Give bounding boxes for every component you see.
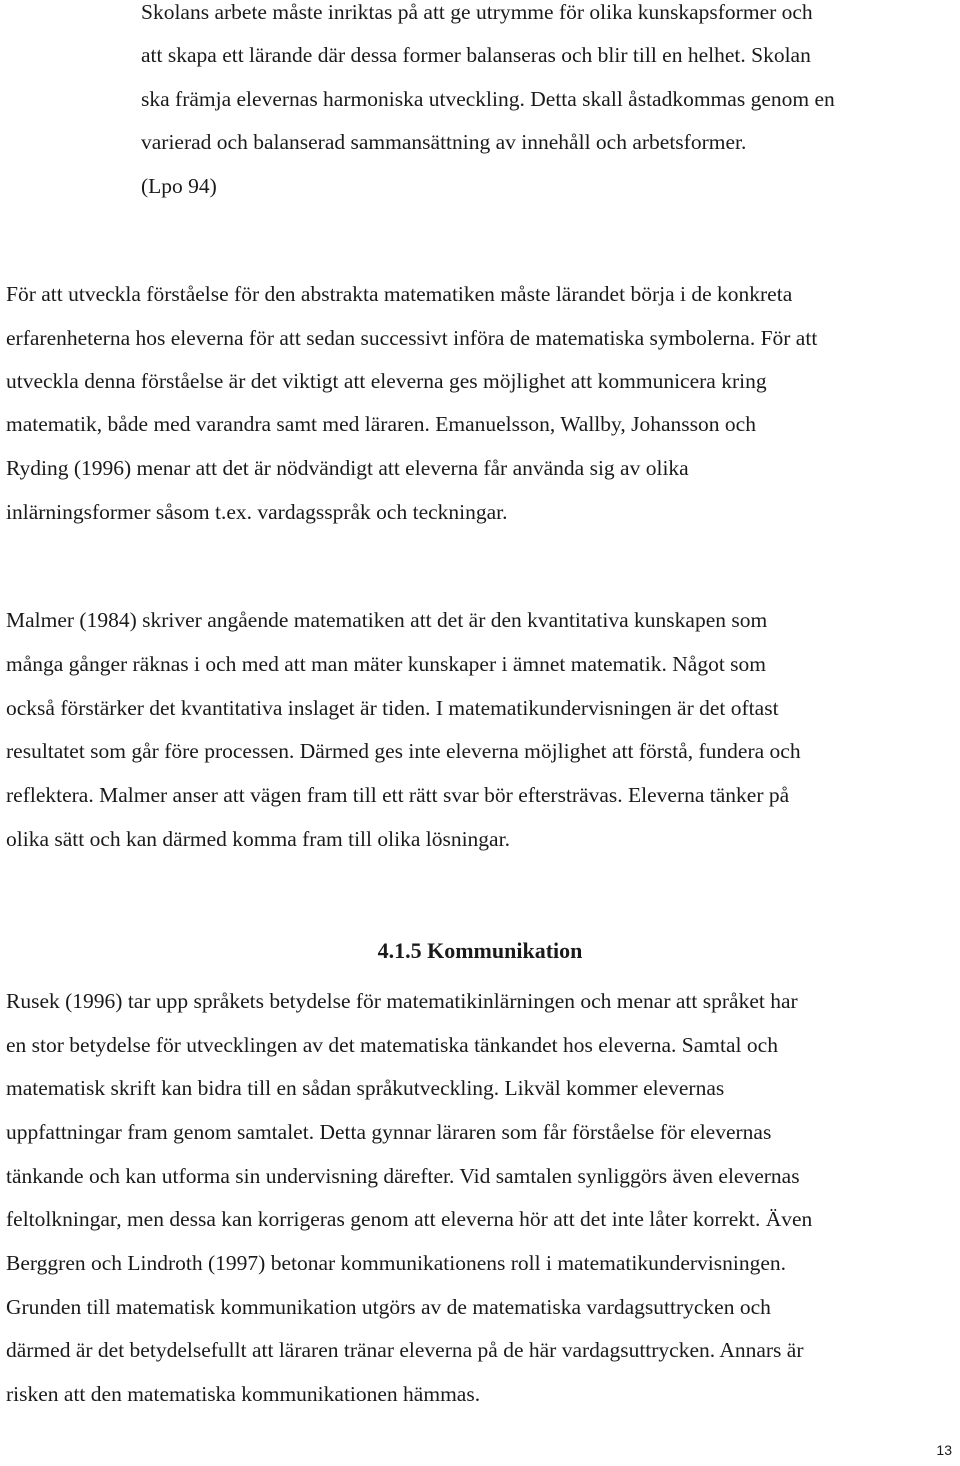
text-line: en stor betydelse för utvecklingen av det matematiska tänkandet hos eleverna. Samtal och <box>6 1033 778 1057</box>
quote-line: ska främja elevernas harmoniska utveckling. Detta skall åstadkommas genom en <box>141 87 835 111</box>
text-line: feltolkningar, men dessa kan korrigeras genom att eleverna hör att det inte låter korrekt. Även <box>6 1207 813 1231</box>
text-line: För att utveckla förståelse för den abstrakta matematiken måste lärandet börja i de konkreta <box>6 282 793 306</box>
text-line: Grunden till matematisk kommunikation utgörs av de matematiska vardagsuttrycken och <box>6 1295 771 1319</box>
text-line: risken att den matematiska kommunikationen hämmas. <box>6 1382 481 1406</box>
text-line: Ryding (1996) menar att det är nödvändigt att eleverna får använda sig av olika <box>6 456 689 480</box>
text-line: matematisk skrift kan bidra till en sådan språkutveckling. Likväl kommer elevernas <box>6 1076 725 1100</box>
page-number: 13 <box>936 1442 952 1458</box>
quote-line: att skapa ett lärande där dessa former balanseras och blir till en helhet. Skolan <box>141 43 811 67</box>
text-line: uppfattningar fram genom samtalet. Detta gynnar läraren som får förståelse för elevernas <box>6 1120 772 1144</box>
text-line: därmed är det betydelsefullt att läraren tränar eleverna på de här vardagsuttrycken. Annars är <box>6 1338 804 1362</box>
text-line: Rusek (1996) tar upp språkets betydelse för matematikinlärningen och menar att språket har <box>6 989 798 1013</box>
text-line: resultatet som går före processen. Därmed ges inte eleverna möjlighet att förstå, fundera och <box>6 739 801 763</box>
text-line: Berggren och Lindroth (1997) betonar kommunikationens roll i matematikundervisningen. <box>6 1251 787 1275</box>
section-heading: 4.1.5 Kommunikation <box>377 938 583 963</box>
text-line: många gånger räknas i och med att man mäter kunskaper i ämnet matematik. Något som <box>6 652 767 676</box>
quote-citation: (Lpo 94) <box>141 174 217 198</box>
text-line: också förstärker det kvantitativa inslaget är tiden. I matematikundervisningen är det oftast <box>6 696 779 720</box>
text-line: Malmer (1984) skriver angående matematiken att det är den kvantitativa kunskapen som <box>6 608 768 632</box>
quote-line: varierad och balanserad sammansättning av innehåll och arbetsformer. <box>141 130 747 154</box>
text-line: olika sätt och kan därmed komma fram till olika lösningar. <box>6 827 510 851</box>
quote-line: Skolans arbete måste inriktas på att ge utrymme för olika kunskapsformer och <box>141 0 813 24</box>
text-line: inlärningsformer såsom t.ex. vardagsspråk och teckningar. <box>6 500 508 524</box>
text-line: utveckla denna förståelse är det viktigt att eleverna ges möjlighet att kommunicera kring <box>6 369 767 393</box>
text-line: tänkande och kan utforma sin undervisning därefter. Vid samtalen synliggörs även elevernas <box>6 1164 800 1188</box>
text-line: matematik, både med varandra samt med läraren. Emanuelsson, Wallby, Johansson och <box>6 412 756 436</box>
text-line: erfarenheterna hos eleverna för att sedan successivt införa de matematiska symbolerna. För att <box>6 326 818 350</box>
text-line: reflektera. Malmer anser att vägen fram till ett rätt svar bör eftersträvas. Eleverna tänker på <box>6 783 790 807</box>
